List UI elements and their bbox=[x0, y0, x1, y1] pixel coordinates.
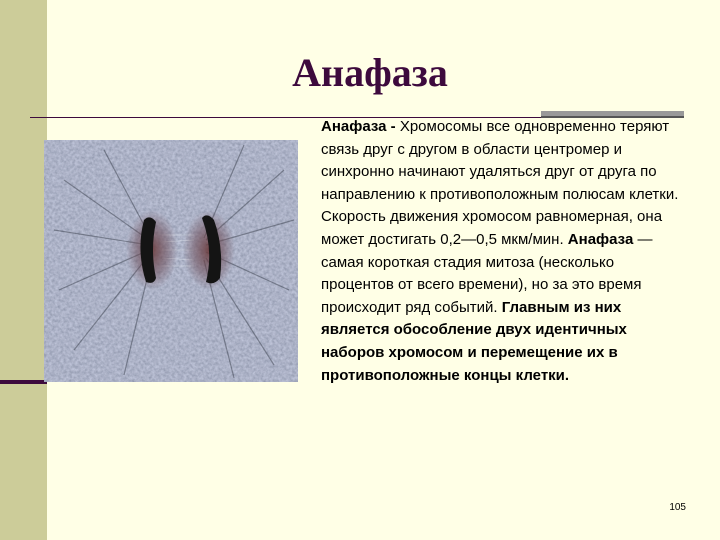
term-anaphase-1: Анафаза - bbox=[321, 118, 400, 135]
page-number: 105 bbox=[669, 502, 686, 513]
slide-title: Анафаза bbox=[292, 50, 448, 95]
description-text bbox=[321, 116, 686, 387]
left-decorative-band bbox=[0, 0, 47, 540]
text-chromosome-movement: Хромосомы все одновременно теряют связь друг с другом в области центромер и синхронно начинают удаляться друг от друга по направлению к противоположным полюсам клетки. Скорость движения хромосом равномерная, она может достигать 0,2—0,5 мкм/мин. bbox=[321, 118, 679, 248]
text-main-event: Главным из них является обособление двух идентичных наборов хромосом и перемещение их в противоположные концы клетки. bbox=[321, 298, 627, 384]
text-shortest-stage: — самая короткая стадия митоза (несколько процентов от всего времени), но за это время происходит ряд событий. bbox=[321, 230, 653, 316]
term-anaphase-2: Анафаза bbox=[567, 230, 634, 248]
left-band-accent-line bbox=[0, 380, 47, 384]
anaphase-micrograph bbox=[44, 140, 298, 382]
